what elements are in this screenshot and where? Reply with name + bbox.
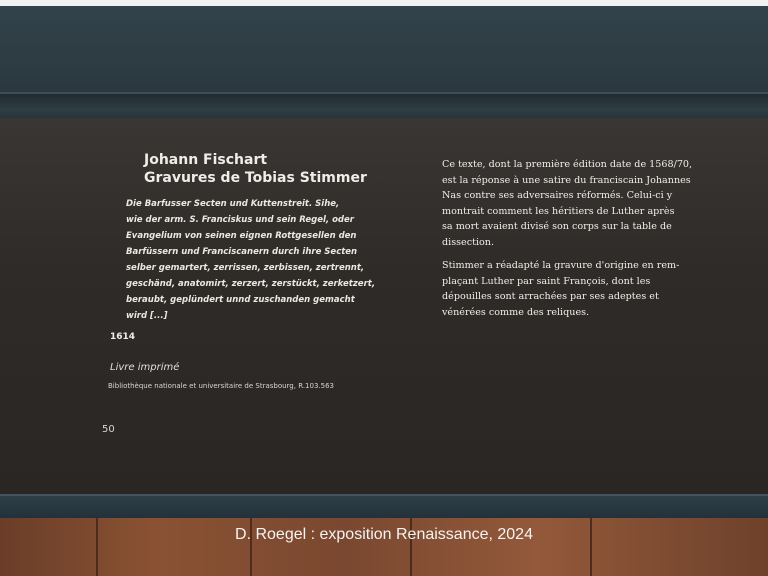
quote-line: wie der arm. S. Franciskus und sein Regel, oder	[126, 215, 354, 225]
text-line: vénérées comme des reliques.	[442, 306, 590, 318]
display-case-bottom	[0, 494, 768, 520]
description-paragraph-1	[442, 157, 732, 250]
holding-library: Bibliothèque nationale et universitaire de Strasbourg, R.103.563	[108, 382, 334, 390]
description-paragraph-2	[442, 258, 732, 320]
title-quote	[126, 196, 408, 324]
display-case-top	[0, 6, 768, 96]
quote-line: Die Barfusser Secten und Kuttenstreit. Sihe,	[126, 199, 340, 209]
text-line: dissection.	[442, 236, 495, 248]
text-line: montrait comment les héritiers de Luther après	[442, 205, 675, 217]
quote-line: wird [...]	[126, 311, 168, 321]
object-type: Livre imprimé	[110, 362, 180, 373]
quote-line: selber gemartert, zerrissen, zerbissen, zertrennt,	[126, 263, 365, 273]
description-text	[442, 157, 732, 320]
text-line: plaçant Luther par saint François, dont les	[442, 275, 651, 287]
engraver-subtitle: Gravures de Tobias Stimmer	[144, 170, 367, 186]
label-number: 50	[102, 424, 115, 435]
author-name: Johann Fischart	[144, 152, 268, 168]
text-line: est la réponse à une satire du franciscain Johannes	[442, 174, 691, 186]
photo-caption: D. Roegel : exposition Renaissance, 2024	[235, 526, 533, 543]
text-line: Stimmer a réadapté la gravure d'origine en rem-	[442, 260, 680, 271]
display-case-lip	[0, 92, 768, 120]
text-line: dépouilles sont arrachées par ses adeptes et	[442, 291, 659, 302]
text-line: Nas contre ses adversaires réformés. Celui-ci y	[442, 190, 673, 201]
quote-line: geschänd, anatomirt, zerzert, zerstückt, zerketzert,	[126, 279, 376, 289]
quote-line: beraubt, geplündert unnd zuschanden gemacht	[126, 295, 355, 305]
text-line: sa mort avaient divisé son corps sur la table de	[442, 221, 672, 232]
text-line: Ce texte, dont la première édition date de 1568/70,	[442, 159, 693, 170]
publication-year: 1614	[110, 332, 136, 342]
quote-line: Barfüssern und Franciscanern durch ihre Secten	[126, 247, 358, 257]
quote-line: Evangelium von seinen eignen Rottgesellen den	[126, 231, 357, 241]
